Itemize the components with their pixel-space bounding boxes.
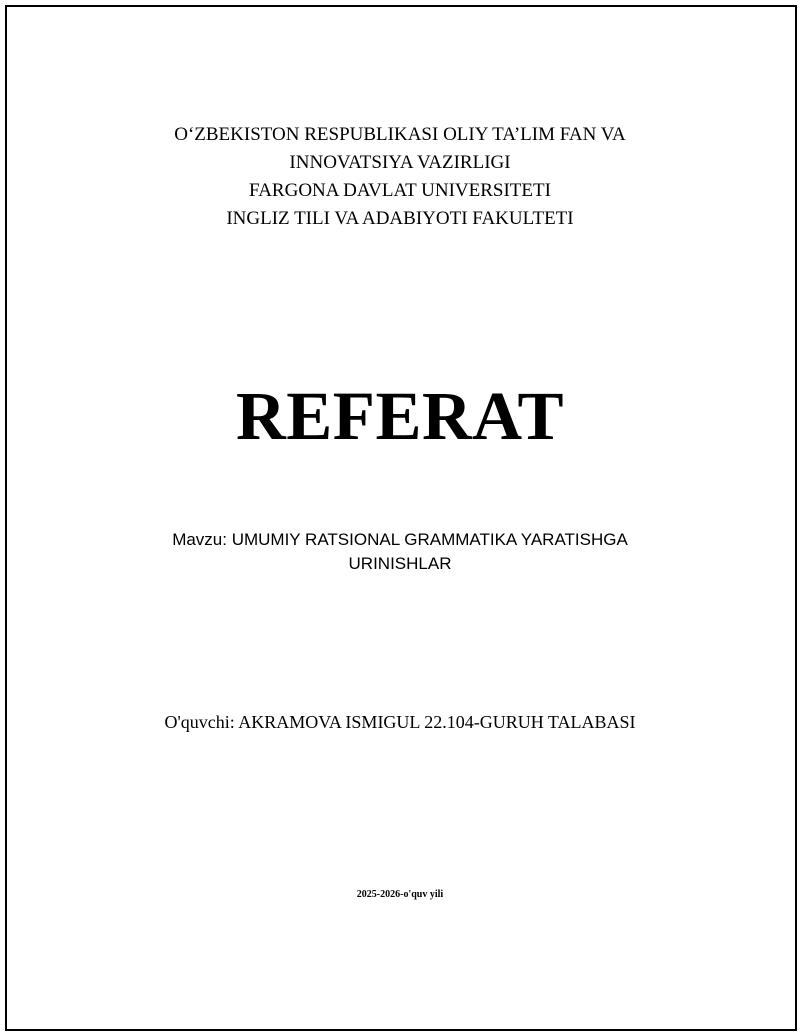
header-line-university: FARGONA DAVLAT UNIVERSITETI bbox=[249, 180, 551, 201]
header-line-faculty: INGLIZ TILI VA ADABIYOTI FAKULTETI bbox=[226, 208, 574, 229]
academic-year: 2025-2026-o'quv yili bbox=[356, 889, 444, 900]
document-title: REFERAT bbox=[235, 378, 565, 454]
header-line-ministry-cont: INNOVATSIYA VAZIRLIGI bbox=[289, 152, 511, 173]
ministry-header bbox=[0, 121, 800, 233]
topic-line-2: URINISHLAR bbox=[348, 554, 452, 573]
student-info: O'quvchi: AKRAMOVA ISMIGUL 22.104-GURUH TALABASI bbox=[164, 712, 636, 732]
topic-block bbox=[0, 528, 800, 576]
header-line-ministry: O‘ZBEKISTON RESPUBLIKASI OLIY TA’LIM FAN VA bbox=[174, 124, 626, 145]
topic-line-1: Mavzu: UMUMIY RATSIONAL GRAMMATIKA YARATISHGA bbox=[172, 530, 628, 549]
